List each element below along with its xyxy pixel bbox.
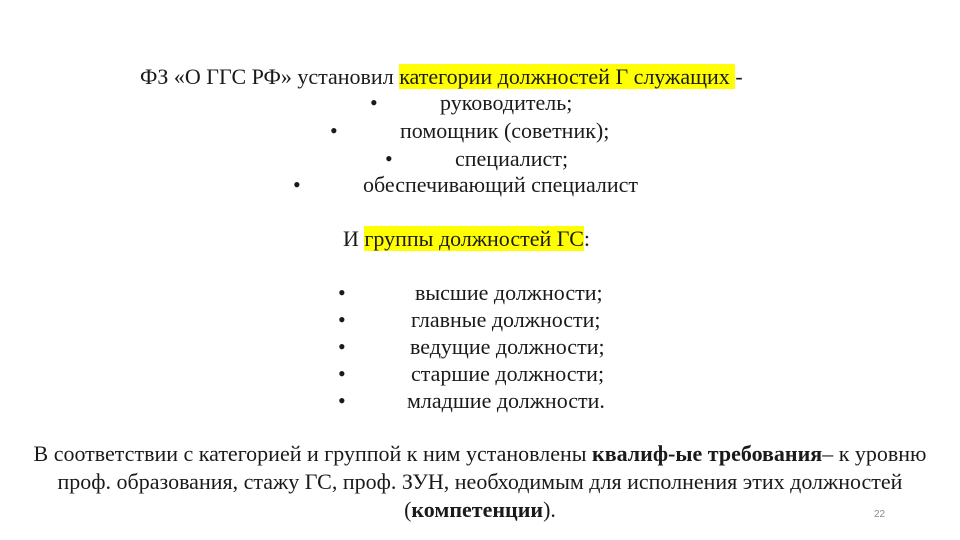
page-number: 22 — [874, 509, 886, 520]
bullet-icon: • — [293, 172, 301, 197]
conclusion-text: ). — [543, 497, 556, 522]
bullet-icon: • — [370, 90, 378, 115]
category-label: помощник (советник); — [400, 118, 610, 143]
intro-suffix: - — [735, 64, 743, 89]
category-label: руководитель; — [440, 90, 573, 115]
bullet-icon: • — [338, 361, 346, 386]
intro-highlight: категории должностей Г служащих — [399, 64, 736, 89]
bullet-icon: • — [338, 280, 346, 305]
bullet-icon: • — [338, 388, 346, 413]
group-label: высшие должности; — [415, 280, 603, 305]
category-label: специалист; — [455, 146, 569, 171]
group-label: старшие должности; — [411, 361, 605, 386]
groups-suffix: : — [583, 226, 590, 251]
bullet-icon: • — [338, 334, 346, 359]
groups-heading — [343, 226, 590, 252]
bullet-icon: • — [330, 118, 338, 143]
groups-prefix: И — [343, 226, 365, 251]
conclusion-text: – к уровню проф. образования, стажу ГС, проф. ЗУН, необходимым для исполнения этих должностей ( — [57, 441, 927, 522]
group-label: ведущие должности; — [410, 334, 605, 359]
group-label: главные должности; — [411, 307, 601, 332]
intro-prefix: ФЗ «О ГГС РФ» установил — [140, 64, 400, 89]
requirements-term: квалиф-ые требования — [592, 441, 823, 466]
competencies-term: компетенции — [411, 497, 544, 522]
groups-highlight: группы должностей ГС — [364, 226, 584, 251]
bullet-icon: • — [385, 146, 393, 171]
group-label: младшие должности. — [407, 388, 605, 413]
conclusion-text: В соответствии с категорией и группой к ним установлены — [33, 441, 593, 466]
bullet-icon: • — [338, 307, 346, 332]
conclusion-paragraph — [20, 440, 940, 524]
category-label: обеспечивающий специалист — [363, 172, 639, 197]
intro-line — [140, 64, 743, 90]
